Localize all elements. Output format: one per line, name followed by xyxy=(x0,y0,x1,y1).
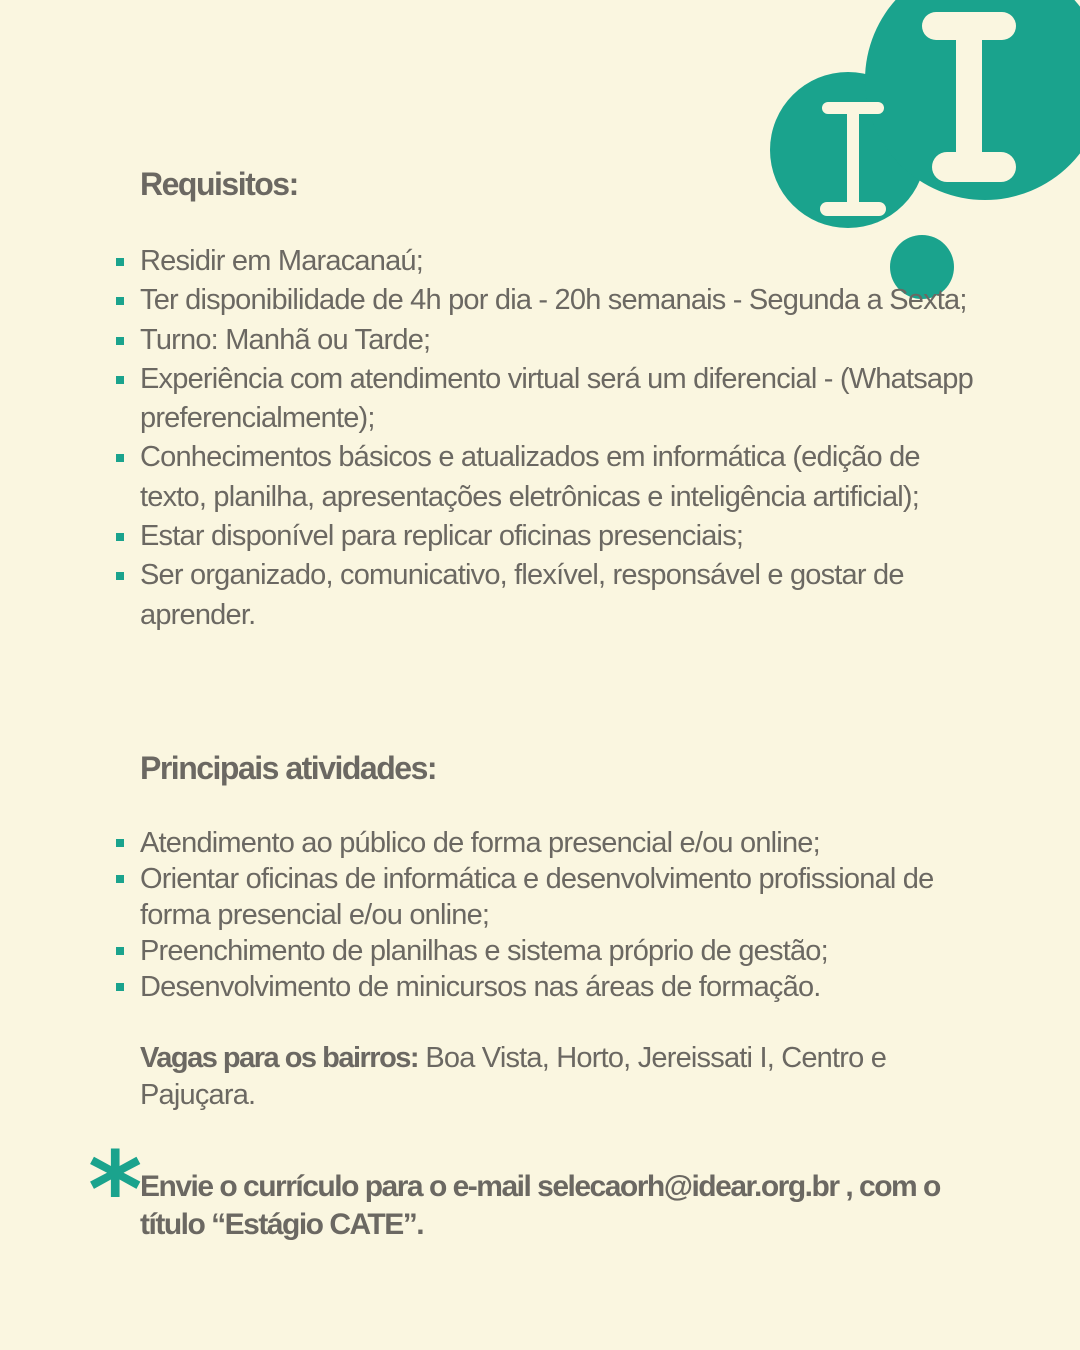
atividades-item: Desenvolvimento de minicursos nas áreas de formação. xyxy=(112,969,992,1005)
requisitos-item: Residir em Maracanaú; xyxy=(112,242,992,281)
requisitos-item: Conhecimentos básicos e atualizados em informática (edição de texto, planilha, apresentações eletrônicas e inteligência artificial); xyxy=(112,438,992,517)
requisitos-list xyxy=(112,242,992,635)
requisitos-item: Ter disponibilidade de 4h por dia - 20h semanais - Segunda a Sexta; xyxy=(112,281,992,320)
vagas-label: Vagas para os bairros: xyxy=(140,1042,419,1074)
atividades-item: Orientar oficinas de informática e desenvolvimento profissional de forma presencial e/ou online; xyxy=(112,861,992,933)
requisitos-item: Experiência com atendimento virtual será um diferencial - (Whatsapp preferencialmente); xyxy=(112,360,992,439)
requisitos-item: Turno: Manhã ou Tarde; xyxy=(112,321,992,360)
requisitos-item: Ser organizado, comunicativo, flexível, responsável e gostar de aprender. xyxy=(112,556,992,635)
vagas-paragraph xyxy=(140,1040,1000,1114)
atividades-item: Preenchimento de planilhas e sistema próprio de gestão; xyxy=(112,933,992,969)
atividades-list xyxy=(112,825,992,1005)
vagas-text: Boa Vista, Horto, Jereissati I, Centro e Pajuçara. xyxy=(140,1042,887,1111)
requisitos-item: Estar disponível para replicar oficinas presenciais; xyxy=(112,517,992,556)
atividades-item: Atendimento ao público de forma presencial e/ou online; xyxy=(112,825,992,861)
requisitos-heading: Requisitos: xyxy=(140,166,298,202)
asterisk-icon: * xyxy=(88,1129,143,1251)
atividades-heading: Principais atividades: xyxy=(140,750,437,786)
cta-text: Envie o currículo para o e-mail selecaorh@idear.org.br , com o título “Estágio CATE”. xyxy=(140,1170,940,1241)
